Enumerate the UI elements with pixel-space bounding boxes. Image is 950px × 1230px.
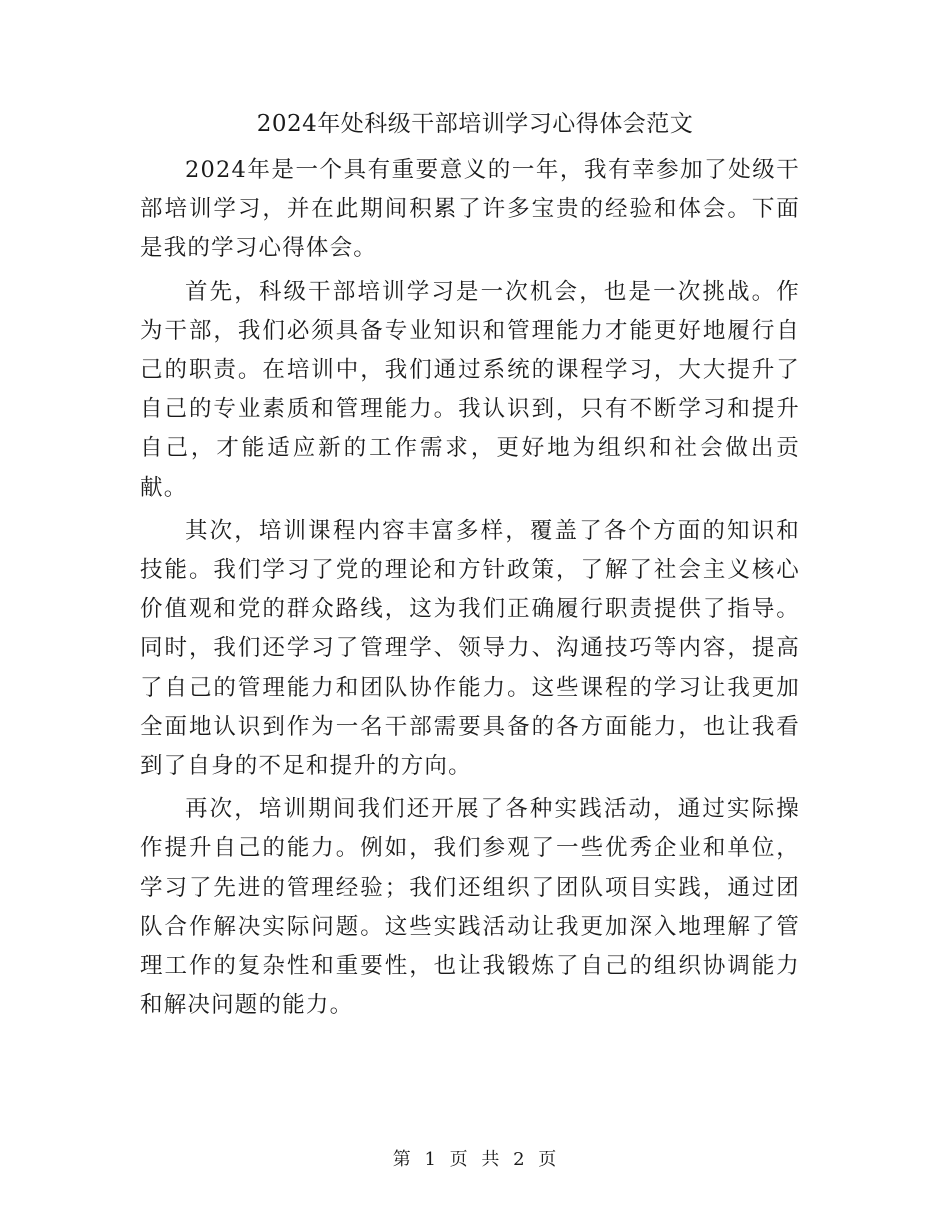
paragraph-4: 再次，培训期间我们还开展了各种实践活动，通过实际操作提升自己的能力。例如，我们参观了一些优秀企业和单位，学习了先进的管理经验；我们还组织了团队项目实践，通过团队合作解决实际问题。这些实践活动让我更加深入地理解了管理工作的复杂性和重要性，也让我锻炼了自己的组织协调能力和解决问题的能力。 <box>140 796 800 1019</box>
page-number-footer: 第 1 页 共 2 页 <box>392 1149 558 1170</box>
paragraph-3: 其次，培训课程内容丰富多样，覆盖了各个方面的知识和技能。我们学习了党的理论和方针政策，了解了社会主义核心价值观和党的群众路线，这为我们正确履行职责提供了指导。同时，我们还学习了管理学、领导力、沟通技巧等内容，提高了自己的管理能力和团队协作能力。这些课程的学习让我更加全面地认识到作为一名干部需要具备的各方面能力，也让我看到了自身的不足和提升的方向。 <box>140 517 800 780</box>
paragraph-2: 首先，科级干部培训学习是一次机会，也是一次挑战。作为干部，我们必须具备专业知识和管理能力才能更好地履行自己的职责。在培训中，我们通过系统的课程学习，大大提升了自己的专业素质和管理能力。我认识到，只有不断学习和提升自己，才能适应新的工作需求，更好地为组织和社会做出贡献。 <box>140 278 800 501</box>
paragraph-1: 2024年是一个具有重要意义的一年，我有幸参加了处级干部培训学习，并在此期间积累了许多宝贵的经验和体会。下面是我的学习心得体会。 <box>140 157 800 262</box>
document-title: 2024年处科级干部培训学习心得体会范文 <box>256 111 694 137</box>
document-body <box>140 151 800 1029</box>
